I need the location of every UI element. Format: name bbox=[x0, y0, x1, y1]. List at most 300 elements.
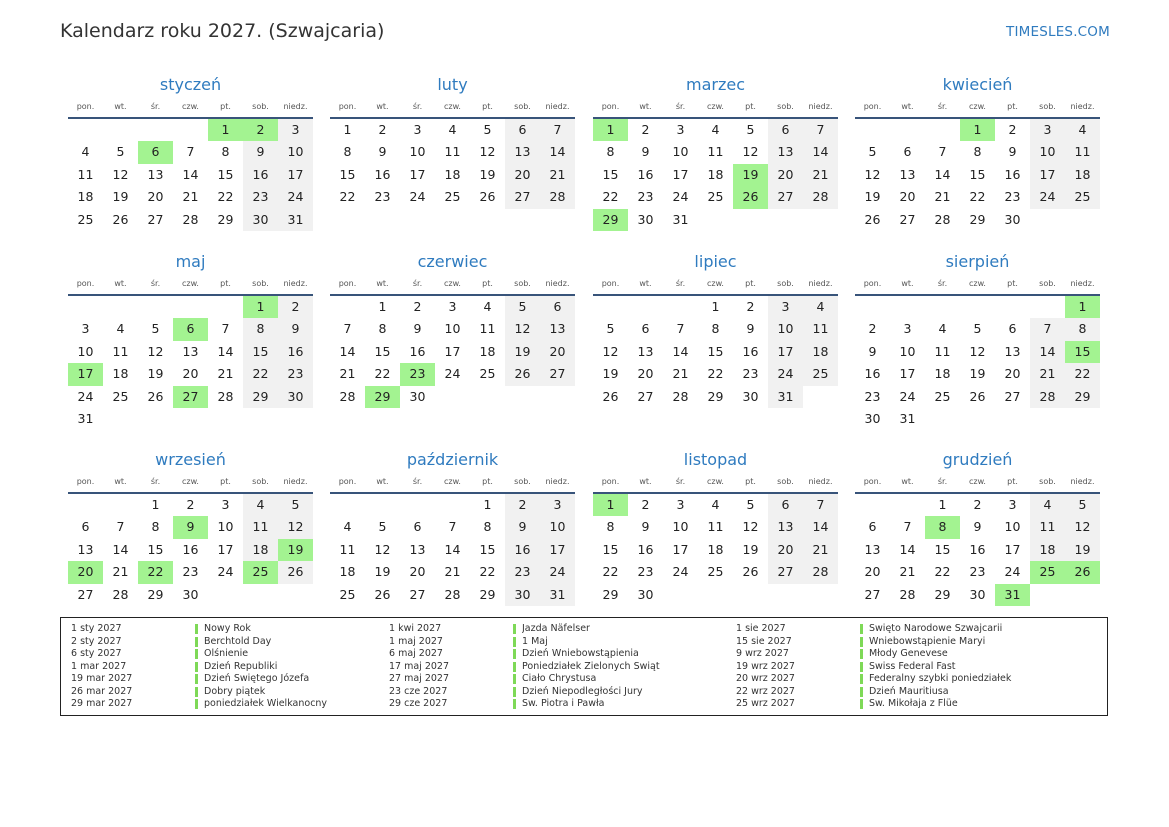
day-cell: 16 bbox=[409, 343, 426, 359]
day-cell: 23 bbox=[637, 564, 654, 580]
day-cell: 22 bbox=[339, 189, 356, 205]
day-cell: 14 bbox=[217, 343, 234, 359]
day-cell: 15 bbox=[374, 343, 391, 359]
empty-cell bbox=[330, 494, 365, 516]
weekday-label: czw. bbox=[707, 477, 724, 486]
day-cell: 30 bbox=[742, 388, 759, 404]
week-row bbox=[593, 141, 838, 163]
weekend-day: 30 bbox=[243, 209, 278, 231]
weekday-label: niedz. bbox=[283, 477, 308, 486]
day-cell: 12 bbox=[374, 541, 391, 557]
empty-cell bbox=[995, 296, 1030, 318]
holiday-date: 22 wrz 2027 bbox=[736, 685, 795, 697]
day-cell: 26 bbox=[602, 388, 619, 404]
holiday-date: 19 wrz 2027 bbox=[736, 660, 795, 672]
day-cell: 26 bbox=[112, 211, 129, 227]
day-cell: 28 bbox=[112, 586, 129, 602]
holiday-date: 15 sie 2027 bbox=[736, 635, 792, 647]
weekday-header bbox=[593, 100, 838, 113]
weekend-day: 24 bbox=[768, 363, 803, 385]
week-row bbox=[330, 516, 575, 538]
weekday-label: pon. bbox=[601, 279, 620, 288]
empty-cell bbox=[960, 408, 995, 430]
empty-cell bbox=[890, 119, 925, 141]
month-title: sierpień bbox=[945, 252, 1010, 271]
holiday-date: 1 mar 2027 bbox=[71, 660, 127, 672]
day-cell: 25 bbox=[707, 564, 724, 580]
day-cell: 5 bbox=[116, 144, 125, 160]
weekday-label: niedz. bbox=[1070, 477, 1095, 486]
holiday-day: 1 bbox=[960, 119, 995, 141]
empty-cell bbox=[925, 119, 960, 141]
holiday-marker bbox=[860, 687, 863, 697]
day-cell: 21 bbox=[444, 564, 461, 580]
empty-cell bbox=[855, 494, 890, 516]
day-cell: 13 bbox=[147, 166, 164, 182]
day-cell: 30 bbox=[864, 410, 881, 426]
holiday-name: Dzień Mauritiusa bbox=[869, 685, 949, 697]
day-cell: 26 bbox=[479, 189, 496, 205]
weekend-day: 17 bbox=[540, 539, 575, 561]
day-cell: 16 bbox=[637, 541, 654, 557]
weekend-day: 18 bbox=[243, 539, 278, 561]
day-cell: 11 bbox=[112, 343, 129, 359]
holiday-name: Dobry piątek bbox=[204, 685, 266, 697]
day-cell: 22 bbox=[602, 564, 619, 580]
day-cell: 28 bbox=[339, 388, 356, 404]
weekday-label: czw. bbox=[707, 279, 724, 288]
holiday-column bbox=[379, 623, 712, 711]
day-cell: 1 bbox=[938, 497, 947, 512]
day-cell: 14 bbox=[934, 166, 951, 182]
holiday-name: Dzień Świętego Józefa bbox=[204, 673, 310, 684]
weekend-day: 18 bbox=[1030, 539, 1065, 561]
day-cell: 19 bbox=[479, 166, 496, 182]
day-cell: 4 bbox=[343, 519, 352, 535]
day-cell: 28 bbox=[899, 586, 916, 602]
day-cell: 24 bbox=[899, 388, 916, 404]
day-cell: 20 bbox=[147, 189, 164, 205]
weekend-day: 28 bbox=[540, 186, 575, 208]
holiday-marker bbox=[860, 649, 863, 659]
month-title: grudzień bbox=[942, 450, 1013, 469]
weekday-label: pon. bbox=[601, 477, 620, 486]
month-title: maj bbox=[175, 252, 206, 271]
week-row bbox=[330, 584, 575, 606]
weekday-label: wt. bbox=[901, 102, 914, 111]
day-cell: 23 bbox=[969, 564, 986, 580]
day-cell: 28 bbox=[934, 211, 951, 227]
holiday-day: 29 bbox=[365, 386, 400, 408]
weekend-day: 14 bbox=[803, 516, 838, 538]
weekday-label: pon. bbox=[338, 279, 357, 288]
day-cell: 24 bbox=[217, 564, 234, 580]
day-cell: 2 bbox=[868, 321, 877, 337]
weekend-day: 17 bbox=[1030, 164, 1065, 186]
weekend-day: 16 bbox=[278, 341, 313, 363]
weekday-label: czw. bbox=[444, 279, 461, 288]
month-listopad bbox=[593, 449, 838, 606]
weekend-day: 24 bbox=[540, 561, 575, 583]
day-cell: 1 bbox=[483, 497, 492, 512]
day-cell: 25 bbox=[444, 189, 461, 205]
day-cell: 26 bbox=[969, 388, 986, 404]
week-row bbox=[68, 561, 313, 583]
holiday-name: Święto Narodowe Szwajcarii bbox=[869, 623, 1003, 634]
day-cell: 20 bbox=[864, 564, 881, 580]
empty-cell bbox=[103, 119, 138, 141]
day-cell: 25 bbox=[479, 366, 496, 382]
holiday-name: Dzień Wniebowstąpienia bbox=[522, 648, 639, 659]
weekday-label: śr. bbox=[937, 477, 948, 486]
holiday-date: 25 wrz 2027 bbox=[736, 698, 795, 709]
empty-cell bbox=[733, 209, 768, 231]
day-cell: 2 bbox=[641, 497, 650, 512]
week-row bbox=[330, 494, 575, 516]
weekend-day: 3 bbox=[540, 494, 575, 516]
weekday-label: śr. bbox=[412, 477, 423, 486]
week-row bbox=[855, 494, 1100, 516]
weekday-label: pt. bbox=[482, 279, 493, 288]
holiday-column bbox=[61, 623, 394, 711]
day-cell: 4 bbox=[448, 122, 457, 137]
weekday-label: pon. bbox=[338, 102, 357, 111]
weekend-day: 20 bbox=[768, 164, 803, 186]
day-cell: 8 bbox=[221, 144, 230, 160]
month-maj bbox=[68, 251, 313, 430]
weekend-day: 6 bbox=[768, 494, 803, 516]
holiday-legend bbox=[60, 617, 1108, 716]
week-row bbox=[855, 408, 1100, 430]
day-cell: 13 bbox=[899, 166, 916, 182]
day-cell: 29 bbox=[602, 586, 619, 602]
holiday-marker bbox=[195, 637, 198, 647]
weekday-label: niedz. bbox=[808, 102, 833, 111]
week-row bbox=[68, 341, 313, 363]
day-cell: 16 bbox=[1004, 166, 1021, 182]
week-row bbox=[593, 363, 838, 385]
day-cell: 14 bbox=[339, 343, 356, 359]
weekday-label: sob. bbox=[252, 477, 269, 486]
week-row bbox=[330, 296, 575, 318]
day-cell: 15 bbox=[339, 166, 356, 182]
day-cell: 18 bbox=[77, 189, 94, 205]
weekday-label: pon. bbox=[601, 102, 620, 111]
weekday-label: wt. bbox=[639, 477, 652, 486]
month-title: wrzesień bbox=[155, 450, 226, 469]
holiday-name: Ciało Chrystusa bbox=[522, 673, 597, 684]
week-row bbox=[68, 516, 313, 538]
empty-cell bbox=[803, 209, 838, 231]
day-cell: 7 bbox=[343, 321, 352, 337]
day-cell: 30 bbox=[637, 211, 654, 227]
day-cell: 13 bbox=[182, 343, 199, 359]
weekend-day: 10 bbox=[1030, 141, 1065, 163]
weekend-day: 23 bbox=[505, 561, 540, 583]
weekend-day: 3 bbox=[768, 296, 803, 318]
day-cell: 8 bbox=[151, 519, 160, 535]
weekend-day: 13 bbox=[768, 141, 803, 163]
holiday-row bbox=[61, 661, 394, 674]
day-cell: 5 bbox=[483, 122, 492, 137]
day-cell: 17 bbox=[899, 366, 916, 382]
weekend-day: 29 bbox=[243, 386, 278, 408]
week-row bbox=[68, 494, 313, 516]
week-row bbox=[593, 296, 838, 318]
day-cell: 18 bbox=[707, 166, 724, 182]
weekend-day: 2 bbox=[278, 296, 313, 318]
day-cell: 30 bbox=[409, 388, 426, 404]
weekend-day: 21 bbox=[540, 164, 575, 186]
week-row bbox=[855, 318, 1100, 340]
weekday-header bbox=[68, 277, 313, 290]
weekday-label: śr. bbox=[937, 102, 948, 111]
weekend-day: 3 bbox=[1030, 119, 1065, 141]
day-cell: 12 bbox=[112, 166, 129, 182]
day-cell: 14 bbox=[444, 541, 461, 557]
empty-cell bbox=[698, 209, 733, 231]
day-cell: 21 bbox=[899, 564, 916, 580]
weekend-day: 14 bbox=[540, 141, 575, 163]
day-cell: 29 bbox=[934, 586, 951, 602]
weekend-day: 24 bbox=[1030, 186, 1065, 208]
empty-cell bbox=[68, 119, 103, 141]
day-cell: 22 bbox=[934, 564, 951, 580]
weekend-day: 31 bbox=[768, 386, 803, 408]
weekday-header bbox=[68, 475, 313, 488]
weekday-label: pon. bbox=[338, 477, 357, 486]
weekend-day: 20 bbox=[505, 164, 540, 186]
month-lipiec bbox=[593, 251, 838, 408]
day-cell: 12 bbox=[479, 144, 496, 160]
empty-cell bbox=[1065, 209, 1100, 231]
holiday-row bbox=[61, 648, 394, 661]
weekend-day: 4 bbox=[1065, 119, 1100, 141]
day-cell: 15 bbox=[147, 541, 164, 557]
empty-cell bbox=[925, 408, 960, 430]
week-row bbox=[68, 539, 313, 561]
month-title: styczeń bbox=[159, 75, 222, 94]
day-cell: 7 bbox=[903, 519, 912, 535]
weekend-day: 24 bbox=[278, 186, 313, 208]
month-kwiecień bbox=[855, 74, 1100, 231]
holiday-day: 20 bbox=[68, 561, 103, 583]
day-cell: 27 bbox=[409, 586, 426, 602]
week-row bbox=[855, 186, 1100, 208]
holiday-date: 1 maj 2027 bbox=[389, 635, 443, 647]
day-cell: 31 bbox=[77, 410, 94, 426]
day-cell: 25 bbox=[707, 189, 724, 205]
weekday-label: wt. bbox=[376, 279, 389, 288]
month-luty bbox=[330, 74, 575, 209]
empty-cell bbox=[138, 408, 173, 430]
holiday-marker bbox=[513, 637, 516, 647]
day-cell: 24 bbox=[672, 189, 689, 205]
empty-cell bbox=[995, 408, 1030, 430]
holiday-name: Jazda Näfelser bbox=[522, 623, 590, 634]
empty-cell bbox=[540, 386, 575, 408]
holiday-day: 26 bbox=[733, 186, 768, 208]
holiday-date: 17 maj 2027 bbox=[389, 660, 450, 672]
weekday-label: sob. bbox=[514, 279, 531, 288]
empty-cell bbox=[138, 119, 173, 141]
holiday-name: Nowy Rok bbox=[204, 623, 251, 634]
day-cell: 12 bbox=[969, 343, 986, 359]
holiday-date: 6 sty 2027 bbox=[71, 648, 122, 659]
holiday-date: 1 kwi 2027 bbox=[389, 623, 442, 634]
weekday-label: śr. bbox=[150, 279, 161, 288]
empty-cell bbox=[1030, 209, 1065, 231]
week-row bbox=[593, 539, 838, 561]
empty-cell bbox=[593, 296, 628, 318]
day-cell: 17 bbox=[672, 541, 689, 557]
weekend-day: 25 bbox=[1065, 186, 1100, 208]
week-row bbox=[855, 296, 1100, 318]
weekday-label: wt. bbox=[639, 279, 652, 288]
holiday-name: Wniebowstąpienie Maryi bbox=[869, 635, 986, 647]
holiday-name: Federalny szybki poniedziałek bbox=[869, 673, 1012, 684]
day-cell: 14 bbox=[182, 166, 199, 182]
weekend-day: 7 bbox=[1030, 318, 1065, 340]
day-cell: 26 bbox=[742, 564, 759, 580]
holiday-row bbox=[379, 636, 712, 649]
page-title: Kalendarz roku 2027. (Szwajcaria) bbox=[60, 20, 385, 42]
holiday-row bbox=[61, 698, 394, 711]
weekend-day: 2 bbox=[505, 494, 540, 516]
empty-cell bbox=[435, 494, 470, 516]
day-cell: 13 bbox=[864, 541, 881, 557]
day-cell: 15 bbox=[602, 541, 619, 557]
day-cell: 4 bbox=[711, 122, 720, 137]
day-cell: 21 bbox=[217, 366, 234, 382]
holiday-row bbox=[61, 636, 394, 649]
empty-cell bbox=[663, 296, 698, 318]
weekday-label: pt. bbox=[220, 102, 231, 111]
holiday-row bbox=[726, 661, 1059, 674]
week-row bbox=[68, 408, 313, 430]
day-cell: 23 bbox=[374, 189, 391, 205]
weekday-label: sob. bbox=[1039, 102, 1056, 111]
day-cell: 3 bbox=[1008, 497, 1017, 512]
day-cell: 7 bbox=[116, 519, 125, 535]
day-cell: 18 bbox=[934, 366, 951, 382]
day-cell: 14 bbox=[899, 541, 916, 557]
weekend-day: 23 bbox=[243, 186, 278, 208]
holiday-row bbox=[726, 623, 1059, 636]
day-cell: 12 bbox=[602, 343, 619, 359]
empty-cell bbox=[173, 119, 208, 141]
holiday-date: 26 mar 2027 bbox=[71, 685, 133, 697]
day-cell: 24 bbox=[409, 189, 426, 205]
weekday-header bbox=[330, 475, 575, 488]
weekday-label: pt. bbox=[745, 279, 756, 288]
weekend-day: 17 bbox=[278, 164, 313, 186]
day-cell: 29 bbox=[217, 211, 234, 227]
day-cell: 20 bbox=[409, 564, 426, 580]
weekday-header bbox=[593, 277, 838, 290]
weekday-label: pon. bbox=[76, 477, 95, 486]
day-cell: 11 bbox=[444, 144, 461, 160]
weekday-label: czw. bbox=[182, 279, 199, 288]
day-cell: 21 bbox=[182, 189, 199, 205]
week-row bbox=[593, 561, 838, 583]
holiday-day: 1 bbox=[1065, 296, 1100, 318]
day-cell: 4 bbox=[116, 321, 125, 337]
month-styczeń bbox=[68, 74, 313, 231]
holiday-name: Berchtold Day bbox=[204, 635, 272, 647]
weekday-label: wt. bbox=[114, 477, 127, 486]
day-cell: 12 bbox=[742, 519, 759, 535]
weekend-day: 27 bbox=[768, 561, 803, 583]
day-cell: 10 bbox=[899, 343, 916, 359]
holiday-day: 8 bbox=[925, 516, 960, 538]
day-cell: 2 bbox=[641, 122, 650, 137]
holiday-row bbox=[379, 698, 712, 711]
week-row bbox=[330, 141, 575, 163]
weekday-label: pon. bbox=[863, 102, 882, 111]
month-title: luty bbox=[437, 75, 468, 94]
day-cell: 31 bbox=[899, 410, 916, 426]
day-cell: 19 bbox=[602, 366, 619, 382]
week-row bbox=[593, 318, 838, 340]
holiday-row bbox=[379, 648, 712, 661]
day-cell: 2 bbox=[413, 299, 422, 314]
weekday-label: wt. bbox=[114, 279, 127, 288]
weekday-header bbox=[68, 100, 313, 113]
day-cell: 22 bbox=[969, 189, 986, 205]
week-row bbox=[855, 386, 1100, 408]
weekday-label: niedz. bbox=[283, 102, 308, 111]
weekday-label: sob. bbox=[777, 477, 794, 486]
site-link[interactable]: TIMESLES.COM bbox=[1006, 24, 1110, 40]
holiday-date: 1 sty 2027 bbox=[71, 623, 122, 634]
weekday-label: wt. bbox=[901, 279, 914, 288]
week-row bbox=[593, 119, 838, 141]
weekend-day: 20 bbox=[768, 539, 803, 561]
day-cell: 21 bbox=[339, 366, 356, 382]
weekday-label: sob. bbox=[1039, 279, 1056, 288]
weekday-label: sob. bbox=[252, 279, 269, 288]
day-cell: 20 bbox=[637, 366, 654, 382]
empty-cell bbox=[173, 296, 208, 318]
day-cell: 15 bbox=[217, 166, 234, 182]
weekday-label: czw. bbox=[444, 102, 461, 111]
day-cell: 2 bbox=[973, 497, 982, 512]
weekend-day: 26 bbox=[278, 561, 313, 583]
day-cell: 1 bbox=[343, 122, 352, 137]
week-row bbox=[330, 318, 575, 340]
weekend-day: 11 bbox=[803, 318, 838, 340]
day-cell: 30 bbox=[182, 586, 199, 602]
day-cell: 16 bbox=[742, 343, 759, 359]
weekend-day: 14 bbox=[803, 141, 838, 163]
weekend-day: 10 bbox=[768, 318, 803, 340]
day-cell: 10 bbox=[217, 519, 234, 535]
day-cell: 16 bbox=[182, 541, 199, 557]
day-cell: 7 bbox=[676, 321, 685, 337]
weekend-day: 27 bbox=[505, 186, 540, 208]
day-cell: 5 bbox=[746, 497, 755, 512]
weekend-day: 8 bbox=[243, 318, 278, 340]
month-title: lipiec bbox=[694, 252, 737, 271]
weekday-label: śr. bbox=[150, 102, 161, 111]
day-cell: 8 bbox=[606, 519, 615, 535]
holiday-day: 29 bbox=[593, 209, 628, 231]
weekday-label: czw. bbox=[182, 477, 199, 486]
weekend-day: 28 bbox=[803, 186, 838, 208]
day-cell: 4 bbox=[81, 144, 90, 160]
day-cell: 22 bbox=[602, 189, 619, 205]
